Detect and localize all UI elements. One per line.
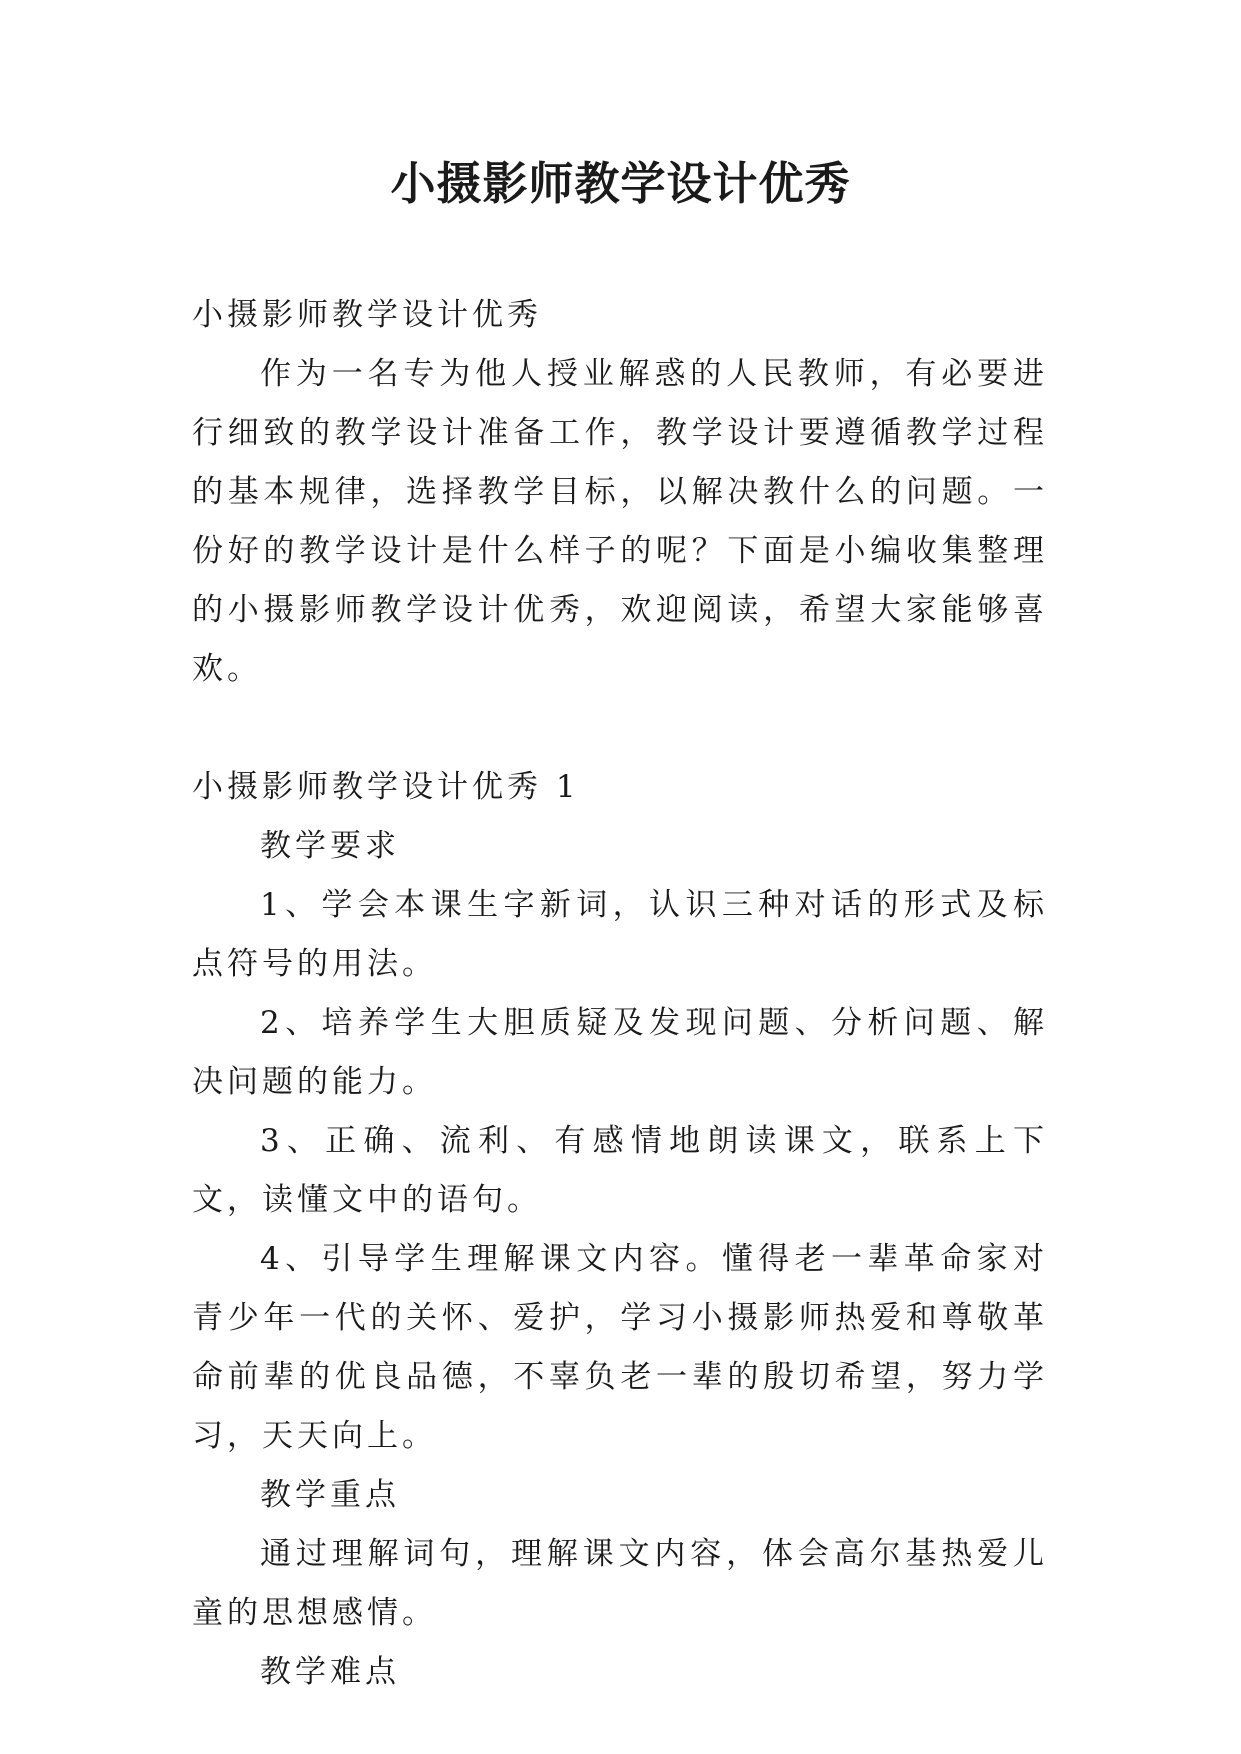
requirement-item-3: 3、正确、流利、有感情地朗读课文，联系上下文，读懂文中的语句。	[192, 1123, 1048, 1218]
subheading-teaching-requirements: 教学要求	[260, 828, 400, 864]
subheading-teaching-focus: 教学重点	[260, 1477, 400, 1513]
section-heading-intro: 小摄影师教学设计优秀	[192, 297, 542, 333]
requirement-item-2: 2、培养学生大胆质疑及发现问题、分析问题、解决问题的能力。	[192, 1005, 1048, 1100]
document-title: 小摄影师教学设计优秀	[390, 157, 851, 210]
document-body	[192, 286, 1048, 1702]
section-heading-1: 小摄影师教学设计优秀 1	[192, 769, 580, 805]
intro-paragraph: 作为一名专为他人授业解惑的人民教师，有必要进行细致的教学设计准备工作，教学设计要遵循教学过程的基本规律，选择教学目标，以解决教什么的问题。一份好的教学设计是什么样子的呢？下面是小编收集整理的小摄影师教学设计优秀，欢迎阅读，希望大家能够喜欢。	[192, 356, 1048, 687]
subheading-teaching-difficulty: 教学难点	[260, 1654, 400, 1690]
requirement-item-1: 1、学会本课生字新词，认识三种对话的形式及标点符号的用法。	[192, 887, 1048, 982]
teaching-focus-paragraph: 通过理解词句，理解课文内容，体会高尔基热爱儿童的思想感情。	[192, 1536, 1048, 1631]
requirement-item-4: 4、引导学生理解课文内容。懂得老一辈革命家对青少年一代的关怀、爱护，学习小摄影师热爱和尊敬革命前辈的优良品德，不辜负老一辈的殷切希望，努力学习，天天向上。	[192, 1241, 1048, 1454]
